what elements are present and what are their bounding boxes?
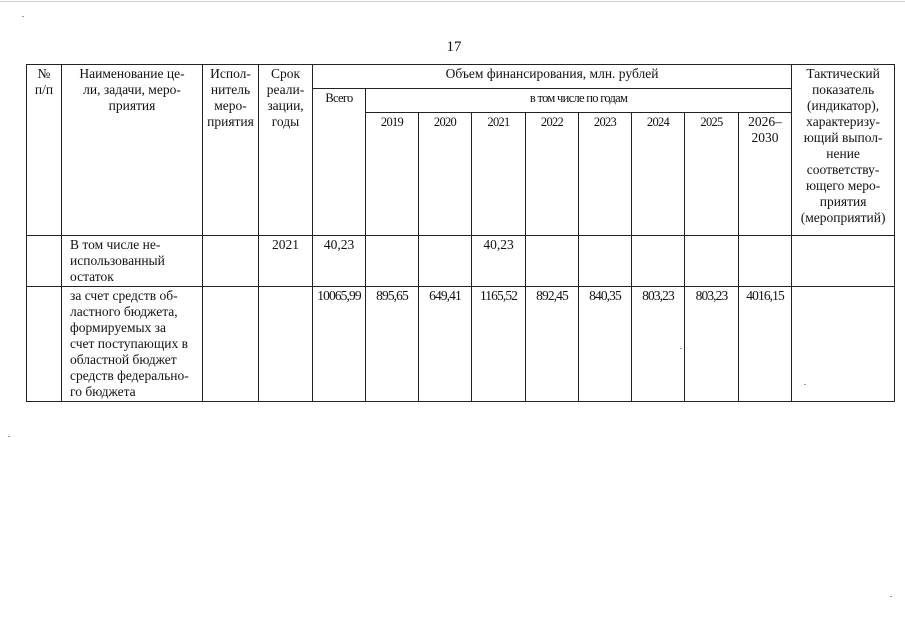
- table-row: [27, 236, 895, 287]
- row-total: 10065,99: [313, 287, 366, 402]
- page-number: 17: [446, 39, 462, 55]
- header-financing: Объем финансирования, млн. рублей: [313, 65, 792, 89]
- header-by-years: в том числе по годам: [366, 89, 792, 113]
- scan-speck: [680, 348, 682, 349]
- row-year-value: 40,23: [472, 236, 526, 287]
- scan-speck: [8, 436, 10, 437]
- header-year-2020: 2020: [419, 113, 472, 236]
- row-term: 2021: [259, 236, 313, 287]
- row-year-value: 803,23: [685, 287, 739, 402]
- header-year-2025: 2025: [685, 113, 739, 236]
- header-year-2026-2030: 2026– 2030: [739, 113, 792, 236]
- header-year-2024: 2024: [632, 113, 685, 236]
- row-name: В том числе не- использованный остаток: [62, 236, 203, 287]
- scan-edge-line: [0, 1, 905, 2]
- header-executor: Испол- нитель меро- приятия: [203, 65, 259, 236]
- row-year-value: 4016,15: [739, 287, 792, 402]
- row-year-value: [579, 236, 632, 287]
- row-year-value: 895,65: [366, 287, 419, 402]
- row-year-value: 649,41: [419, 287, 472, 402]
- row-year-value: [366, 236, 419, 287]
- table-row: [27, 287, 895, 402]
- header-year-2021: 2021: [472, 113, 526, 236]
- header-year-2019: 2019: [366, 113, 419, 236]
- row-year-value: 1165,52: [472, 287, 526, 402]
- financing-table: [26, 64, 895, 402]
- row-year-value: 892,45: [526, 287, 579, 402]
- row-year-value: 803,23: [632, 287, 685, 402]
- row-year-value: [632, 236, 685, 287]
- header-year-2023: 2023: [579, 113, 632, 236]
- row-term: [259, 287, 313, 402]
- row-year-value: 840,35: [579, 287, 632, 402]
- row-name: за счет средств об- ластного бюджета, формируемых за счет поступающих в областной бюджет средств федерально- го бюджета: [62, 287, 203, 402]
- row-year-value: [739, 236, 792, 287]
- header-total: Всего: [313, 89, 366, 236]
- header-year-2022: 2022: [526, 113, 579, 236]
- header-indicator: Тактический показатель (индикатор), характеризу- ющий выпол- нение соответству- ющего меро- приятия (мероприятий): [792, 65, 895, 236]
- row-year-value: [685, 236, 739, 287]
- header-term: Срок реали- зации, годы: [259, 65, 313, 236]
- header-row-1: [27, 65, 895, 89]
- header-name: Наименование це- ли, задачи, меро- приятия: [62, 65, 203, 236]
- scan-speck: [22, 16, 24, 17]
- row-year-value: [419, 236, 472, 287]
- scan-speck: [890, 596, 892, 597]
- header-num: № п/п: [27, 65, 62, 236]
- row-total: 40,23: [313, 236, 366, 287]
- scan-speck: [804, 384, 806, 385]
- row-year-value: [526, 236, 579, 287]
